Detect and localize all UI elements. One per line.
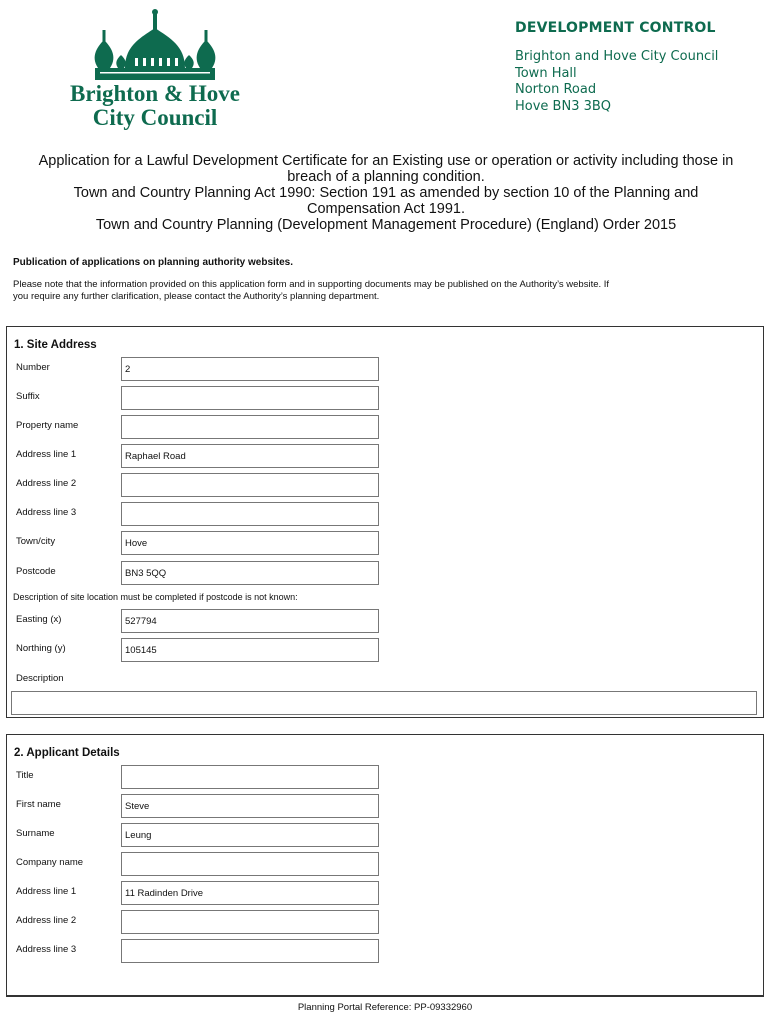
easting-field[interactable]: 527794: [121, 609, 379, 633]
department-title: DEVELOPMENT CONTROL: [515, 20, 716, 36]
logo-line-1: Brighton & Hove: [70, 81, 240, 106]
postcode-field[interactable]: BN3 5QQ: [121, 561, 379, 585]
surname-field[interactable]: Leung: [121, 823, 379, 847]
publication-text-line: Please note that the information provided on this application form and in supporting documents may be published on the Authority’s website. If: [13, 279, 610, 290]
title-line: Compensation Act 1991.: [307, 201, 465, 217]
surname-label: Surname: [16, 828, 55, 839]
address-line: Brighton and Hove City Council: [515, 49, 719, 64]
number-label: Number: [16, 362, 50, 373]
publication-heading: Publication of applications on planning authority websites.: [13, 257, 294, 268]
council-logo: [40, 6, 270, 130]
applicant-address-line-2-label: Address line 2: [16, 915, 77, 926]
site-address-heading: 1. Site Address: [14, 339, 97, 351]
property-name-label: Property name: [16, 420, 79, 431]
title-label: Title: [16, 770, 34, 781]
site-address-line-2-field[interactable]: [121, 473, 379, 497]
applicant-section: [6, 734, 764, 996]
address-line: Norton Road: [515, 82, 597, 97]
title-line: Application for a Lawful Development Certificate for an Existing use or operation or activity including those in: [38, 153, 734, 169]
title-line: Town and Country Planning Act 1990: Section 191 as amended by section 10 of the Planning and: [73, 185, 699, 201]
applicant-address-line-1-field[interactable]: 11 Radinden Drive: [121, 881, 379, 905]
site-address-line-3-label: Address line 3: [16, 507, 77, 518]
first-name-label: First name: [16, 799, 61, 810]
northing-label: Northing (y): [16, 643, 66, 654]
title-field[interactable]: [121, 765, 379, 789]
title-line: breach of a planning condition.: [287, 169, 485, 185]
company-name-label: Company name: [16, 857, 84, 868]
applicant-address-line-1-label: Address line 1: [16, 886, 77, 897]
town-city-field[interactable]: Hove: [121, 531, 379, 555]
address-line: Hove BN3 3BQ: [515, 98, 612, 114]
description-label: Description: [16, 673, 64, 684]
council-address-block: [515, 20, 718, 115]
suffix-label: Suffix: [16, 391, 40, 402]
site-address-line-3-field[interactable]: [121, 502, 379, 526]
applicant-address-line-3-label: Address line 3: [16, 944, 77, 955]
applicant-address-line-3-field[interactable]: [121, 939, 379, 963]
property-name-field[interactable]: [121, 415, 379, 439]
applicant-heading: 2. Applicant Details: [14, 747, 120, 759]
number-field[interactable]: 2: [121, 357, 379, 381]
publication-text-line: you require any further clarification, please contact the Authority’s planning department.: [13, 290, 380, 302]
site-address-section: [6, 326, 764, 718]
pavilion-emblem: [40, 6, 270, 84]
company-name-field[interactable]: [121, 852, 379, 876]
form-title: [8, 153, 764, 233]
description-field[interactable]: [11, 691, 757, 715]
address-line: Town Hall: [515, 65, 577, 81]
first-name-field[interactable]: Steve: [121, 794, 379, 818]
town-city-label: Town/city: [16, 536, 56, 547]
location-note: Description of site location must be completed if postcode is not known:: [13, 592, 298, 602]
applicant-address-line-2-field[interactable]: [121, 910, 379, 934]
site-address-line-2-label: Address line 2: [16, 478, 77, 489]
logo-line-2: City Council: [92, 105, 218, 130]
site-address-line-1-field[interactable]: Raphael Road: [121, 444, 379, 468]
northing-field[interactable]: 105145: [121, 638, 379, 662]
planning-portal-reference: Planning Portal Reference: PP-09332960: [297, 1002, 473, 1013]
easting-label: Easting (x): [16, 614, 62, 625]
title-line: Town and Country Planning (Development Management Procedure) (England) Order 2015: [95, 217, 677, 233]
publication-text: [13, 279, 758, 302]
site-address-line-1-label: Address line 1: [16, 449, 77, 460]
suffix-field[interactable]: [121, 386, 379, 410]
footer-divider: [6, 996, 764, 997]
postcode-label: Postcode: [16, 566, 56, 577]
